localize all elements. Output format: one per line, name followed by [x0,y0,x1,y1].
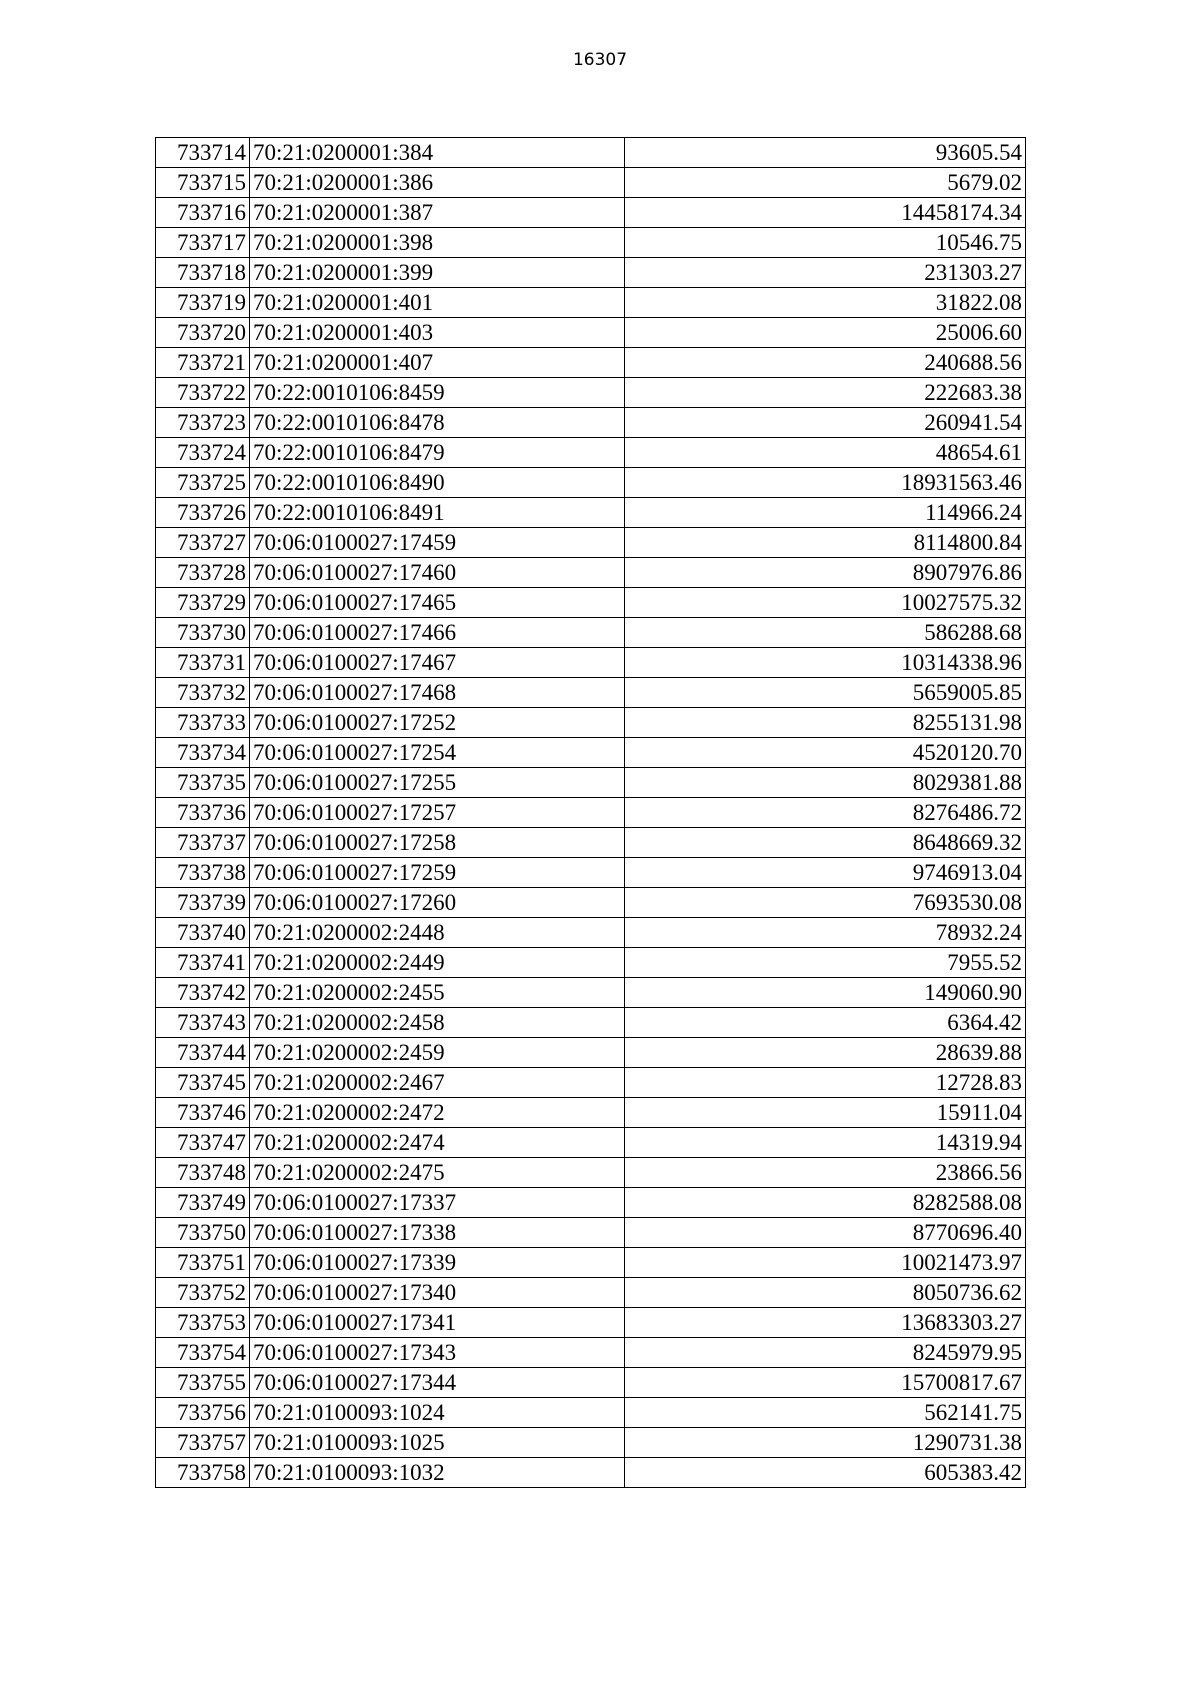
cadastral-number-cell: 70:06:0100027:17340 [250,1278,625,1308]
record-number-cell: 733731 [156,648,250,678]
value-cell: 23866.56 [625,1158,1026,1188]
value-cell: 28639.88 [625,1038,1026,1068]
record-number-cell: 733739 [156,888,250,918]
table-row [156,1338,1026,1368]
record-number-cell: 733756 [156,1398,250,1428]
value-cell: 14319.94 [625,1128,1026,1158]
page-number: 16307 [572,50,628,70]
cadastral-number-cell: 70:21:0200002:2467 [250,1068,625,1098]
table-row [156,1278,1026,1308]
table-row [156,828,1026,858]
table-row [156,648,1026,678]
cadastral-number-cell: 70:06:0100027:17338 [250,1218,625,1248]
value-cell: 231303.27 [625,258,1026,288]
cadastral-number-cell: 70:21:0200002:2474 [250,1128,625,1158]
cadastral-number-cell: 70:21:0200001:384 [250,138,625,168]
cadastral-number-cell: 70:21:0200002:2475 [250,1158,625,1188]
record-number-cell: 733752 [156,1278,250,1308]
table-row [156,1008,1026,1038]
table-row [156,228,1026,258]
record-number-cell: 733749 [156,1188,250,1218]
cadastral-number-cell: 70:21:0200002:2459 [250,1038,625,1068]
table-row [156,738,1026,768]
table-row [156,1428,1026,1458]
cadastral-number-cell: 70:06:0100027:17343 [250,1338,625,1368]
table-row [156,198,1026,228]
cadastral-number-cell: 70:06:0100027:17252 [250,708,625,738]
value-cell: 78932.24 [625,918,1026,948]
record-number-cell: 733721 [156,348,250,378]
value-cell: 93605.54 [625,138,1026,168]
table-row [156,888,1026,918]
table-row [156,1308,1026,1338]
record-number-cell: 733732 [156,678,250,708]
value-cell: 31822.08 [625,288,1026,318]
value-cell: 25006.60 [625,318,1026,348]
cadastral-number-cell: 70:06:0100027:17341 [250,1308,625,1338]
table-row [156,438,1026,468]
cadastral-number-cell: 70:21:0200002:2449 [250,948,625,978]
cadastral-number-cell: 70:06:0100027:17339 [250,1248,625,1278]
record-number-cell: 733715 [156,168,250,198]
cadastral-number-cell: 70:22:0010106:8478 [250,408,625,438]
cadastral-number-cell: 70:06:0100027:17254 [250,738,625,768]
record-number-cell: 733724 [156,438,250,468]
value-cell: 5679.02 [625,168,1026,198]
value-cell: 14458174.34 [625,198,1026,228]
value-cell: 260941.54 [625,408,1026,438]
record-number-cell: 733718 [156,258,250,288]
value-cell: 8114800.84 [625,528,1026,558]
record-number-cell: 733748 [156,1158,250,1188]
cadastral-number-cell: 70:21:0200001:407 [250,348,625,378]
value-cell: 4520120.70 [625,738,1026,768]
table-row [156,528,1026,558]
cadastral-number-cell: 70:21:0200001:387 [250,198,625,228]
cadastral-number-cell: 70:21:0200001:398 [250,228,625,258]
value-cell: 8907976.86 [625,558,1026,588]
record-number-cell: 733728 [156,558,250,588]
table-row [156,1038,1026,1068]
table-row [156,948,1026,978]
record-number-cell: 733737 [156,828,250,858]
table-row [156,498,1026,528]
table-row [156,588,1026,618]
value-cell: 114966.24 [625,498,1026,528]
value-cell: 8050736.62 [625,1278,1026,1308]
cadastral-number-cell: 70:21:0200001:403 [250,318,625,348]
value-cell: 1290731.38 [625,1428,1026,1458]
table-row [156,1398,1026,1428]
cadastral-number-cell: 70:22:0010106:8479 [250,438,625,468]
value-cell: 8648669.32 [625,828,1026,858]
value-cell: 222683.38 [625,378,1026,408]
cadastral-number-cell: 70:06:0100027:17257 [250,798,625,828]
record-number-cell: 733738 [156,858,250,888]
cadastral-number-cell: 70:21:0200002:2458 [250,1008,625,1038]
value-cell: 149060.90 [625,978,1026,1008]
record-number-cell: 733753 [156,1308,250,1338]
record-number-cell: 733727 [156,528,250,558]
record-number-cell: 733744 [156,1038,250,1068]
record-number-cell: 733751 [156,1248,250,1278]
value-cell: 15700817.67 [625,1368,1026,1398]
table-row [156,918,1026,948]
cadastral-number-cell: 70:21:0200002:2448 [250,918,625,948]
value-cell: 10021473.97 [625,1248,1026,1278]
table-row [156,408,1026,438]
table-row [156,768,1026,798]
value-cell: 7955.52 [625,948,1026,978]
table-row [156,318,1026,348]
cadastral-number-cell: 70:06:0100027:17465 [250,588,625,618]
record-number-cell: 733719 [156,288,250,318]
registry-table-body [156,138,1026,1488]
table-row [156,618,1026,648]
value-cell: 8245979.95 [625,1338,1026,1368]
value-cell: 8029381.88 [625,768,1026,798]
value-cell: 10027575.32 [625,588,1026,618]
cadastral-number-cell: 70:21:0200001:399 [250,258,625,288]
table-row [156,378,1026,408]
record-number-cell: 733754 [156,1338,250,1368]
value-cell: 13683303.27 [625,1308,1026,1338]
record-number-cell: 733716 [156,198,250,228]
cadastral-number-cell: 70:22:0010106:8491 [250,498,625,528]
record-number-cell: 733740 [156,918,250,948]
table-row [156,1098,1026,1128]
value-cell: 18931563.46 [625,468,1026,498]
value-cell: 6364.42 [625,1008,1026,1038]
cadastral-number-cell: 70:21:0200002:2472 [250,1098,625,1128]
record-number-cell: 733741 [156,948,250,978]
record-number-cell: 733758 [156,1458,250,1488]
cadastral-number-cell: 70:22:0010106:8490 [250,468,625,498]
record-number-cell: 733736 [156,798,250,828]
table-row [156,348,1026,378]
value-cell: 8282588.08 [625,1188,1026,1218]
table-row [156,978,1026,1008]
cadastral-number-cell: 70:06:0100027:17466 [250,618,625,648]
record-number-cell: 733746 [156,1098,250,1128]
record-number-cell: 733730 [156,618,250,648]
value-cell: 10314338.96 [625,648,1026,678]
value-cell: 562141.75 [625,1398,1026,1428]
cadastral-number-cell: 70:06:0100027:17468 [250,678,625,708]
table-row [156,798,1026,828]
record-number-cell: 733757 [156,1428,250,1458]
value-cell: 605383.42 [625,1458,1026,1488]
value-cell: 7693530.08 [625,888,1026,918]
table-row [156,678,1026,708]
table-row [156,1458,1026,1488]
cadastral-number-cell: 70:06:0100027:17258 [250,828,625,858]
cadastral-number-cell: 70:21:0200001:401 [250,288,625,318]
value-cell: 9746913.04 [625,858,1026,888]
record-number-cell: 733717 [156,228,250,258]
value-cell: 8255131.98 [625,708,1026,738]
table-row [156,1068,1026,1098]
cadastral-number-cell: 70:21:0200002:2455 [250,978,625,1008]
value-cell: 8770696.40 [625,1218,1026,1248]
cadastral-number-cell: 70:22:0010106:8459 [250,378,625,408]
record-number-cell: 733722 [156,378,250,408]
record-number-cell: 733720 [156,318,250,348]
record-number-cell: 733743 [156,1008,250,1038]
value-cell: 586288.68 [625,618,1026,648]
table-row [156,1218,1026,1248]
cadastral-number-cell: 70:21:0200001:386 [250,168,625,198]
value-cell: 8276486.72 [625,798,1026,828]
table-row [156,858,1026,888]
record-number-cell: 733723 [156,408,250,438]
table-row [156,288,1026,318]
cadastral-number-cell: 70:06:0100027:17459 [250,528,625,558]
cadastral-number-cell: 70:06:0100027:17337 [250,1188,625,1218]
value-cell: 48654.61 [625,438,1026,468]
table-row [156,1248,1026,1278]
record-number-cell: 733747 [156,1128,250,1158]
record-number-cell: 733725 [156,468,250,498]
cadastral-number-cell: 70:21:0100093:1024 [250,1398,625,1428]
table-row [156,468,1026,498]
record-number-cell: 733714 [156,138,250,168]
cadastral-number-cell: 70:06:0100027:17259 [250,858,625,888]
table-row [156,1128,1026,1158]
cadastral-number-cell: 70:06:0100027:17467 [250,648,625,678]
cadastral-number-cell: 70:21:0100093:1025 [250,1428,625,1458]
record-number-cell: 733734 [156,738,250,768]
record-number-cell: 733729 [156,588,250,618]
cadastral-number-cell: 70:06:0100027:17344 [250,1368,625,1398]
value-cell: 15911.04 [625,1098,1026,1128]
record-number-cell: 733755 [156,1368,250,1398]
registry-table [155,137,1026,1488]
cadastral-number-cell: 70:06:0100027:17255 [250,768,625,798]
table-row [156,708,1026,738]
record-number-cell: 733745 [156,1068,250,1098]
value-cell: 5659005.85 [625,678,1026,708]
table-row [156,1158,1026,1188]
record-number-cell: 733750 [156,1218,250,1248]
table-row [156,168,1026,198]
record-number-cell: 733733 [156,708,250,738]
table-row [156,1188,1026,1218]
table-row [156,558,1026,588]
cadastral-number-cell: 70:06:0100027:17260 [250,888,625,918]
table-row [156,258,1026,288]
value-cell: 240688.56 [625,348,1026,378]
record-number-cell: 733735 [156,768,250,798]
cadastral-number-cell: 70:06:0100027:17460 [250,558,625,588]
value-cell: 10546.75 [625,228,1026,258]
table-row [156,138,1026,168]
record-number-cell: 733742 [156,978,250,1008]
cadastral-number-cell: 70:21:0100093:1032 [250,1458,625,1488]
record-number-cell: 733726 [156,498,250,528]
value-cell: 12728.83 [625,1068,1026,1098]
table-row [156,1368,1026,1398]
